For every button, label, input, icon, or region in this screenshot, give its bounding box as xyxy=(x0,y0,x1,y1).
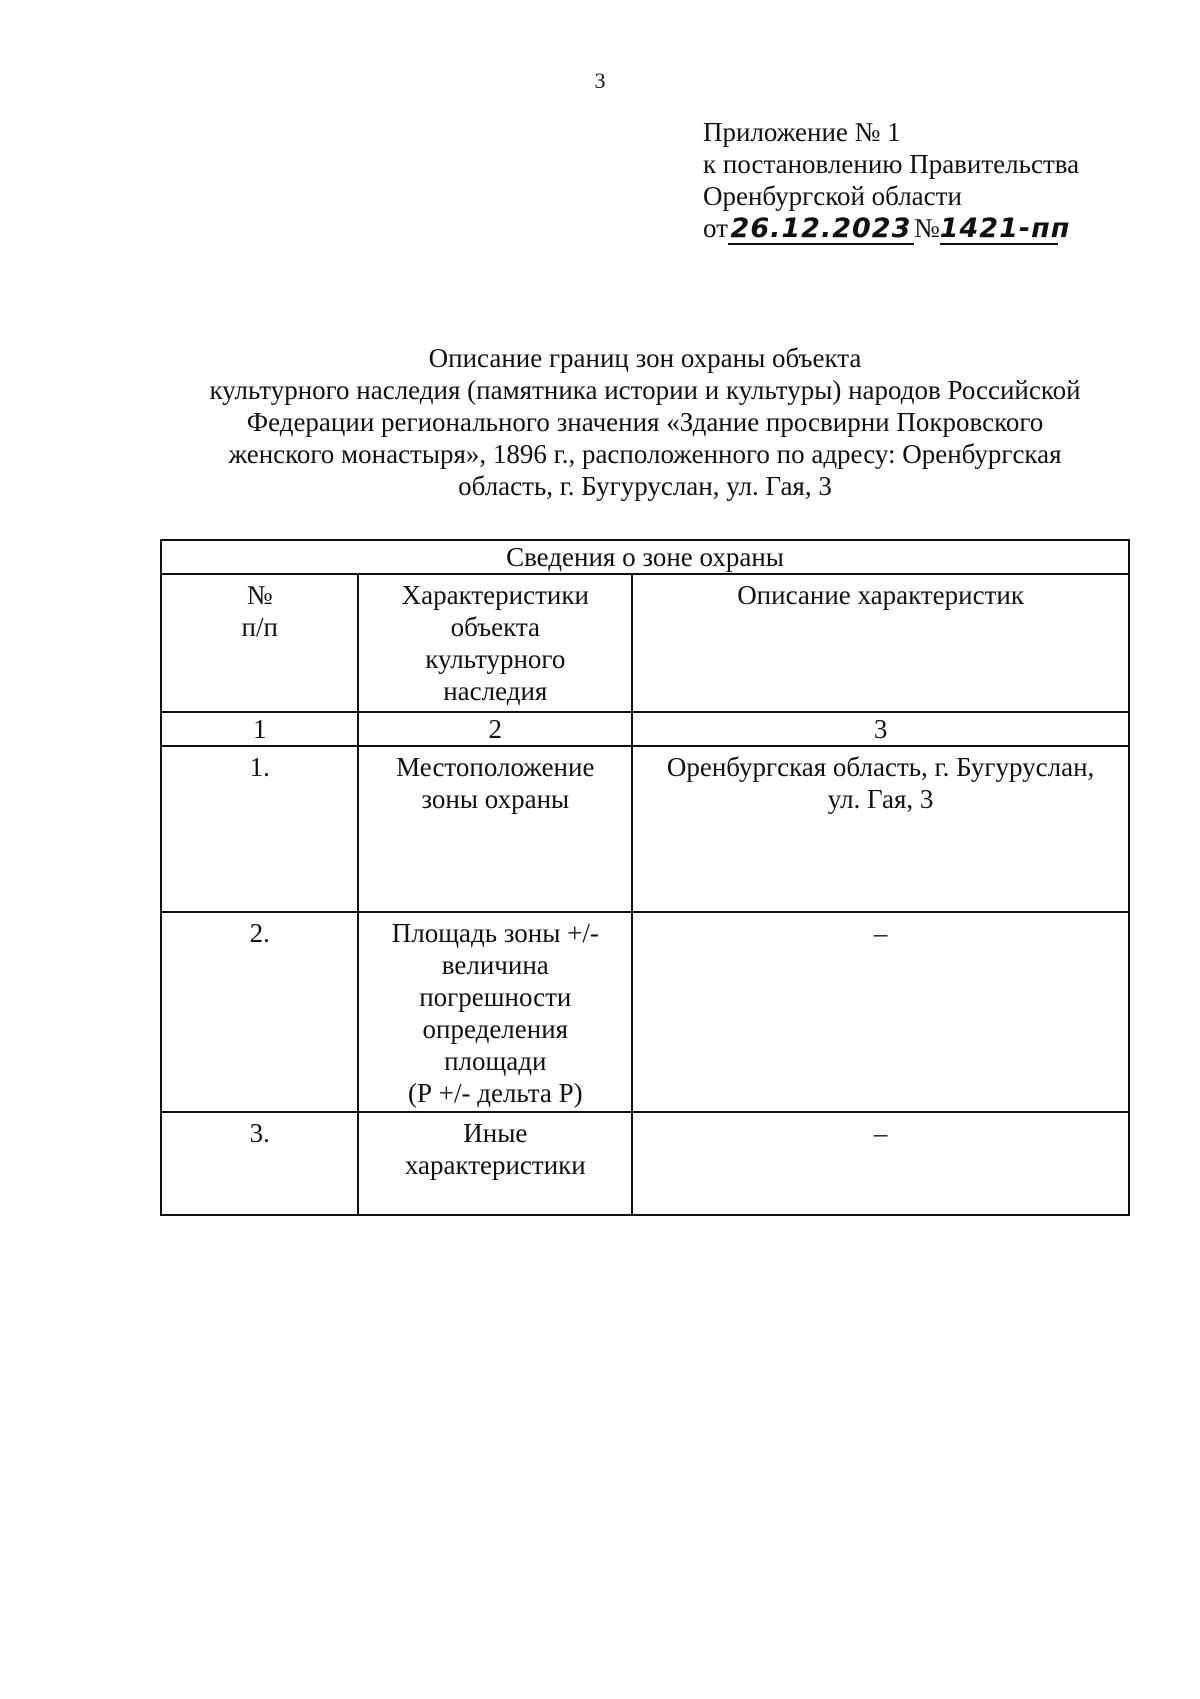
column-number: 3 xyxy=(632,712,1129,746)
cell-line: (Р +/- дельта Р) xyxy=(408,1078,583,1108)
row-description xyxy=(632,1112,1129,1215)
cell-line: – xyxy=(873,1118,888,1148)
from-label: от xyxy=(703,213,728,243)
header-line: № xyxy=(246,580,273,610)
cell-line: – xyxy=(873,918,888,948)
header-line: Характеристики xyxy=(401,580,589,610)
header-line: п/п xyxy=(241,612,278,642)
cell-line: Местоположение xyxy=(396,752,595,782)
cell-line: Иные xyxy=(463,1118,528,1148)
number-sign: № xyxy=(913,213,940,243)
row-description xyxy=(632,746,1129,912)
table-caption-row xyxy=(161,540,1129,574)
row-number: 3. xyxy=(161,1112,358,1215)
handwritten-number: 1421-пп xyxy=(939,213,1071,244)
cell-line: погрешности xyxy=(419,982,572,1012)
cell-line: величина xyxy=(441,950,549,980)
document-title xyxy=(120,342,1170,502)
cell-line: ул. Гая, 3 xyxy=(827,784,934,814)
cell-line: зоны охраны xyxy=(421,784,570,814)
appendix-header xyxy=(703,116,1079,245)
appendix-resolution: к постановлению Правительства xyxy=(703,149,1080,179)
title-line: область, г. Бугуруслан, ул. Гая, 3 xyxy=(458,471,832,501)
header-line: Описание характеристик xyxy=(737,580,1024,610)
cell-line: Площадь зоны +/- xyxy=(391,918,599,948)
column-number: 1 xyxy=(161,712,358,746)
appendix-region: Оренбургской области xyxy=(703,181,962,211)
title-line: Федерации регионального значения «Здание просвирни Покровского xyxy=(246,407,1044,437)
row-description xyxy=(632,912,1129,1112)
title-line: женского монастыря», 1896 г., расположенного по адресу: Оренбургская xyxy=(228,439,1062,469)
row-characteristic xyxy=(358,1112,632,1215)
row-number: 2. xyxy=(161,912,358,1112)
header-characteristics xyxy=(358,574,632,712)
appendix-date-line xyxy=(703,212,1079,245)
header-line: культурного xyxy=(425,644,566,674)
handwritten-date: 26.12.2023 xyxy=(728,215,914,245)
table-row xyxy=(161,1112,1129,1215)
cell-line: Оренбургская область, г. Бугуруслан, xyxy=(666,752,1095,782)
cell-line: площади xyxy=(444,1046,547,1076)
row-characteristic xyxy=(358,746,632,912)
header-line: наследия xyxy=(443,676,548,706)
table-row xyxy=(161,912,1129,1112)
column-number: 2 xyxy=(358,712,632,746)
header-line: объекта xyxy=(450,612,540,642)
row-number: 1. xyxy=(161,746,358,912)
cell-line: характеристики xyxy=(404,1150,586,1180)
header-number xyxy=(161,574,358,712)
table-caption: Сведения о зоне охраны xyxy=(161,540,1129,574)
page-number: 3 xyxy=(594,68,606,93)
row-characteristic xyxy=(358,912,632,1112)
table-row xyxy=(161,746,1129,912)
zone-info-table xyxy=(160,539,1130,1216)
title-line: культурного наследия (памятника истории и культуры) народов Российской xyxy=(209,375,1081,405)
appendix-number: Приложение № 1 xyxy=(703,117,901,147)
header-description xyxy=(632,574,1129,712)
title-line: Описание границ зон охраны объекта xyxy=(428,343,862,373)
column-number-row xyxy=(161,712,1129,746)
table-header-row xyxy=(161,574,1129,712)
cell-line: определения xyxy=(422,1014,569,1044)
